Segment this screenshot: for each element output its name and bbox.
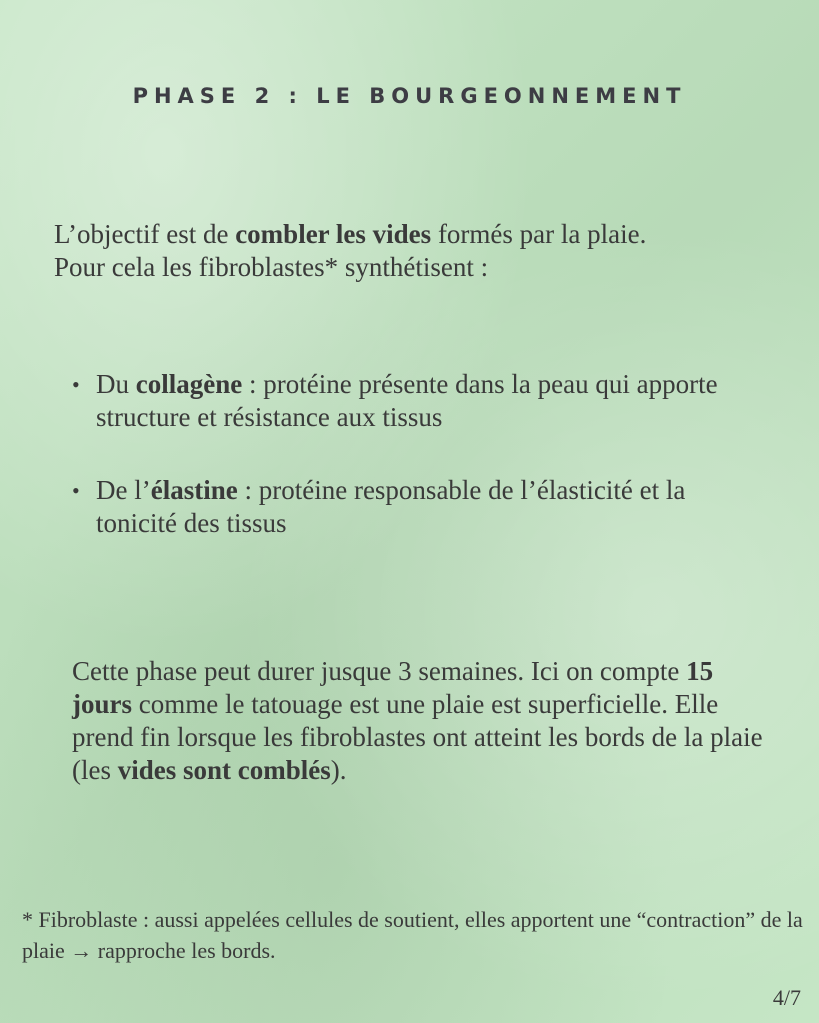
duration-bold-1: 15 jours: [72, 656, 714, 719]
footnote: * Fibroblaste : aussi appelées cellules de soutient, elles apportent une “contraction” de la plaie → rapproche les bords.: [22, 907, 803, 963]
list-item: [68, 474, 768, 540]
bullet-text-pre: Du: [96, 369, 136, 399]
intro-paragraph: [54, 218, 794, 284]
bullet-text-pre: De l’: [96, 475, 151, 505]
duration-text-1: Cette phase peut durer jusque 3 semaines. Ici on compte: [72, 656, 687, 686]
duration-paragraph: [72, 655, 772, 787]
intro-bold-1: combler les vides: [235, 219, 432, 249]
bullet-text-bold: élastine: [150, 475, 238, 505]
page-counter: 4/7: [772, 985, 801, 1010]
duration-text-3: ).: [330, 755, 347, 785]
bullet-text-rest: : protéine responsable de l’élasticité et la tonicité des tissus: [96, 475, 686, 538]
intro-text-1: L’objectif est de: [54, 219, 236, 249]
intro-text-3: Pour cela les fibroblastes* synthétisent :: [54, 252, 489, 282]
duration-text-2: comme le tatouage est une plaie est superficielle. Elle prend fin lorsque les fibroblastes ont atteint les bords de la plaie (les: [72, 689, 763, 785]
bullet-text-rest: : protéine présente dans la peau qui apporte structure et résistance aux tissus: [96, 369, 718, 432]
bullet-text-bold: collagène: [135, 369, 243, 399]
bullet-list: [68, 368, 768, 580]
page-title: PHASE 2 : LE BOURGEONNEMENT: [132, 84, 687, 108]
bullet-dot-icon: •: [72, 478, 80, 503]
list-item: [68, 368, 768, 434]
duration-bold-2: vides sont comblés: [117, 755, 331, 785]
intro-text-2: formés par la plaie.: [431, 219, 647, 249]
bullet-dot-icon: •: [72, 372, 80, 397]
